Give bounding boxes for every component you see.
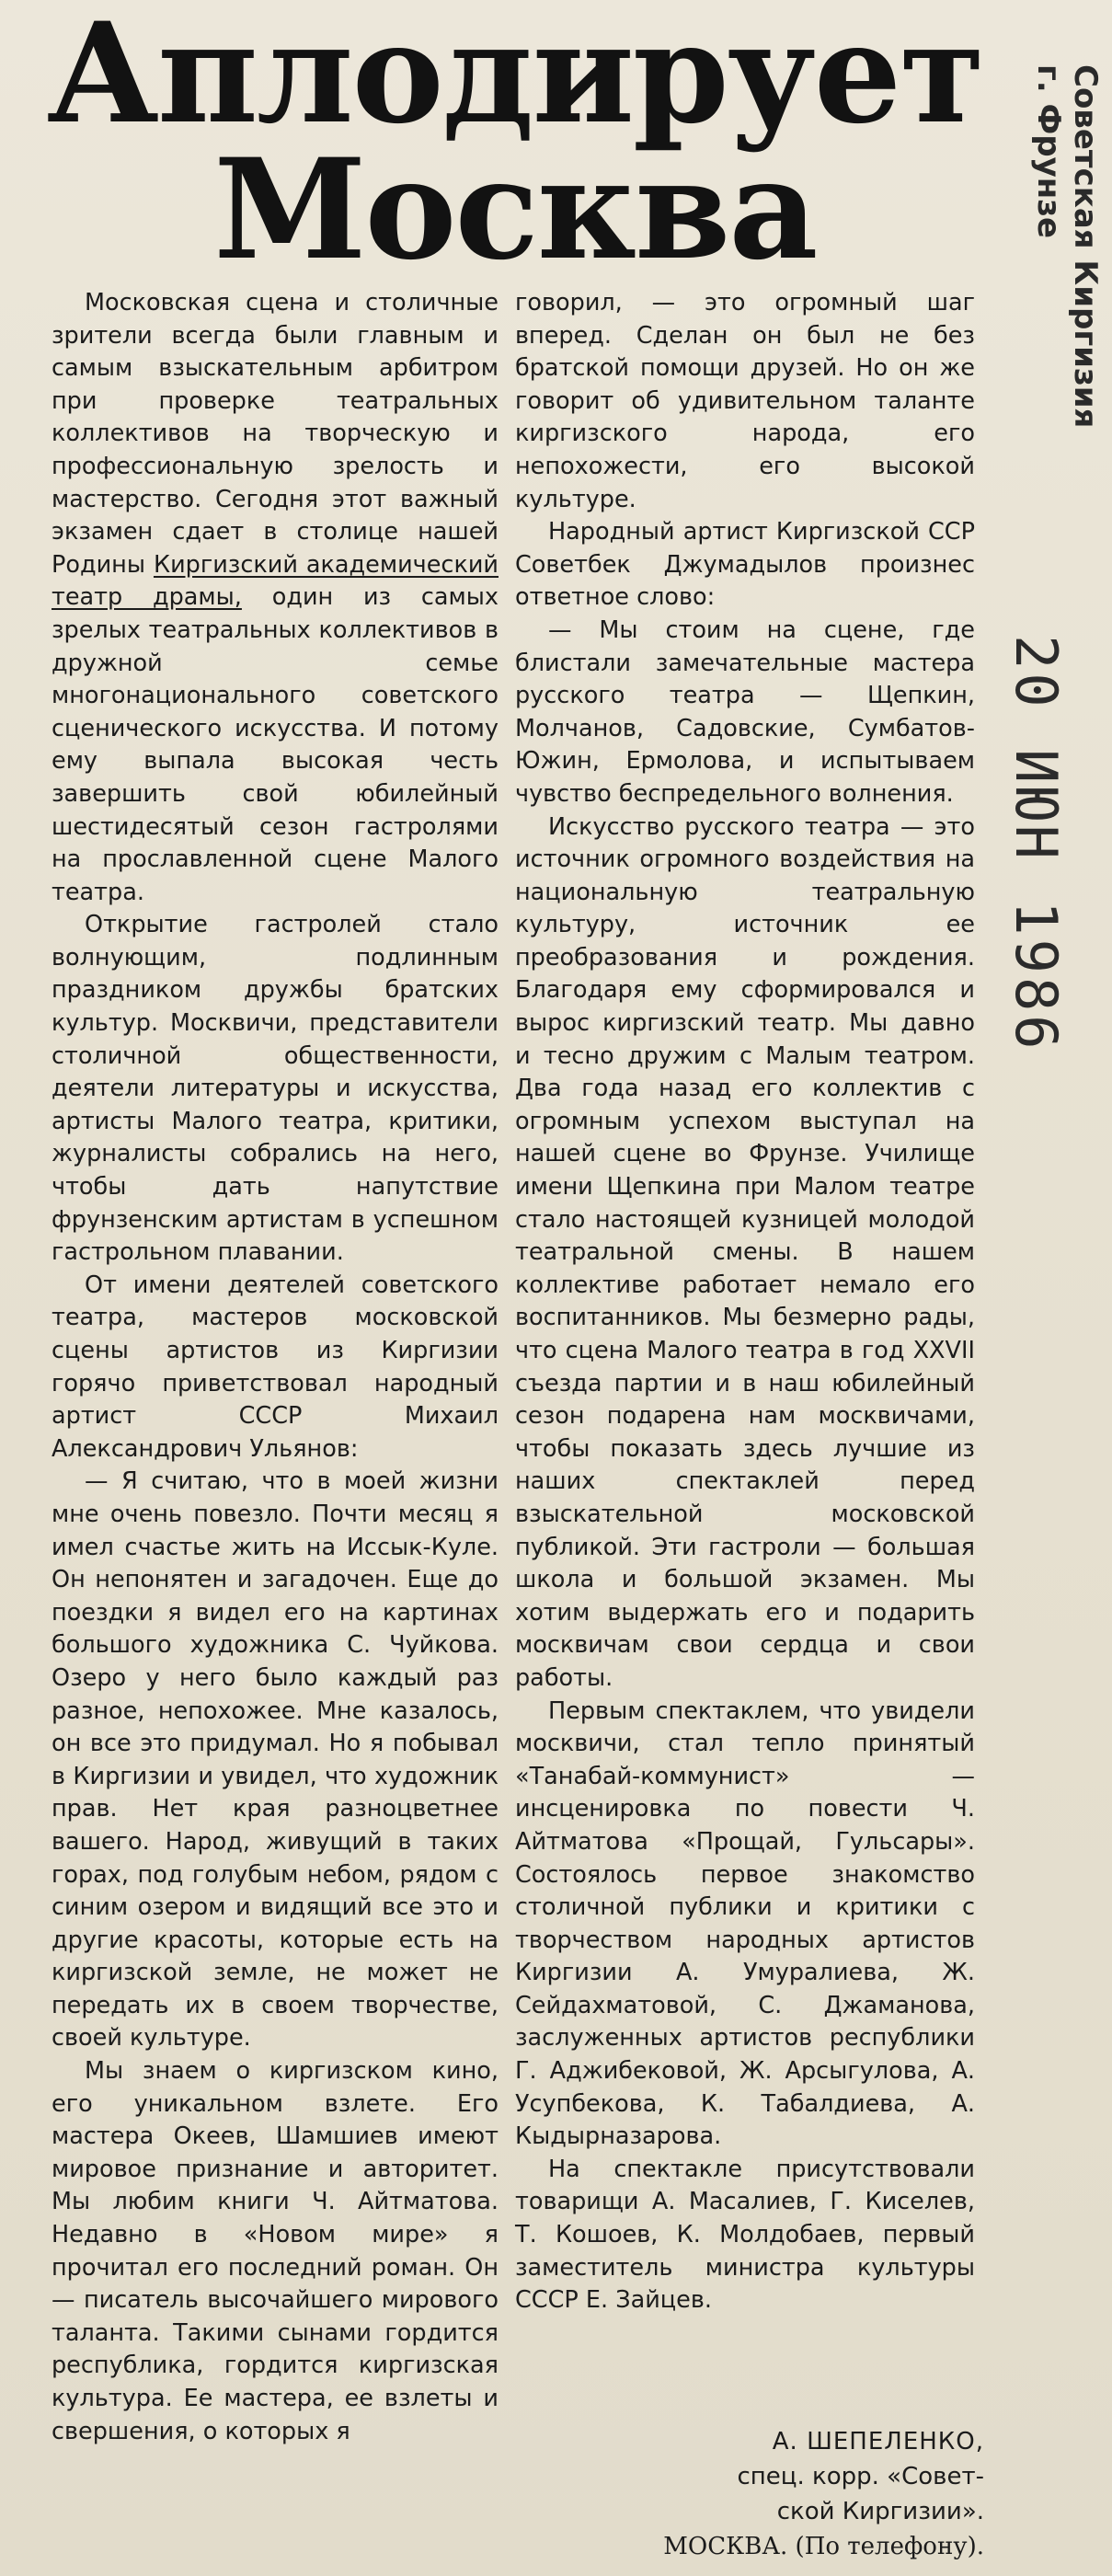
paragraph: На спектакле присутствовали товарищи А. Масалиев, Г. Киселев, Т. Кошоев, К. Молдобаев, первый заместитель министра культуры СССР Е. Зайцев. [515, 2155, 975, 2315]
paragraph: — Я считаю, что в моей жизни мне очень повезло. Почти месяц я имел счастье жить на Иссык-Куле. Он непонятен и загадочен. Еще до поездки я видел его на картинах большого художника С. Чуйкова. Озеро у него было каждый раз разное, непохожее. Мне казалось, он все это придумал. Но я побывал в Киргизии и увидел, что художник прав. Нет края разноцветнее вашего. Народ, живущий в таких горах, под голубым небом, рядом с синим озером и видящий все это и другие красоты, которые есть на киргизской земле, не может не передать их в своем творчестве, своей культуре. [52, 1467, 499, 2053]
author-name: А. ШЕПЕЛЕНКО, [772, 2428, 984, 2455]
headline: Аплодирует Москва [46, 0, 984, 291]
paragraph: Народный артист Киргизской ССР Советбек Джумадылов произнес ответное слово: [515, 518, 975, 612]
source-city: г. Фрунзе [1030, 64, 1067, 239]
source-caption [1030, 64, 1104, 428]
date-stamp: 20 ИЮН 1986 [1003, 635, 1070, 1053]
paragraph: Искусство русского театра — это источник огромного воздействия на национальную театральную культуру, источник ее преобразования и рождения. Благодаря ему сформировался и вырос киргизский театр. Мы давно и тесно дружим с Малым театром. Два года назад его коллектив с огромным успехом выступал на нашей сцене во Фрунзе. Училище имени Щепкина при Малом театре стало настоящей кузницей молодой театральной смены. В нашем коллективе работает немало его воспитанников. Мы безмерно рады, что сцена Малого театра в год XXVII съезда партии и в наш юбилейный сезон подарена нам москвичами, чтобы показать здесь лучшие из наших спектаклей перед взыскательной московской публикой. Эти гастроли — большая школа и большой экзамен. Мы хотим выдержать его и подарить москвичам свои сердца и свои работы. [515, 812, 975, 1692]
author-role: спец. корр. «Совет- [737, 2463, 984, 2490]
paragraph: Мы знаем о киргизском кино, его уникальном взлете. Его мастера Океев, Шамшиев имеют мировое признание и авторитет. Мы любим книги Ч. Айтматова. Недавно в «Новом мире» я прочитал его последний роман. Он — писатель высочайшего мирового таланта. Такими сынами гордится республика, гордится киргизская культура. Ее мастера, ее взлеты и свершения, о которых я [52, 2057, 499, 2445]
source-newspaper-name: Советская Киргизия [1067, 64, 1104, 429]
article-column-right [515, 287, 975, 2317]
article-column-left [52, 287, 499, 2448]
theatre-name-underlined: Киргизский академический театр драмы, [52, 550, 499, 612]
paragraph: говорил, — это огромный шаг вперед. Сделан он был не без братской помощи друзей. Но он же говорит об удивительном таланте киргизского народа, его непохожести, его высокой культуре. [515, 289, 975, 513]
byline [552, 2424, 984, 2564]
dateline: МОСКВА. (По телефону). [663, 2533, 984, 2560]
paragraph: От имени деятелей советского театра, мастеров московской сцены артистов из Киргизии горячо приветствовал народный артист СССР Михаил Александрович Ульянов: [52, 1271, 499, 1463]
paragraph: Московская сцена и столичные зрители всегда были главным и самым взыскательным арбитром при проверке театральных коллективов на творческую и профессиональную зрелость и мастерство. Сегодня этот важный экзамен сдает в столице нашей Родины Киргизский академический театр драмы, один из самых зрелых театральных коллективов в дружной семье многонационального советского сценического искусства. И потому ему выпала высокая честь завершить свой юбилейный шестидесятый сезон гастролями на прославленной сцене Малого театра. [52, 289, 499, 906]
paragraph: Первым спектаклем, что увидели москвичи, стал тепло принятый «Танабай-коммунист» — инсценировка по повести Ч. Айтматова «Прощай, Гульсары». Состоялось первое знакомство столичной публики и критики с творчеством народных артистов Киргизии А. Умуралиева, Ж. Сейдахматовой, С. Джаманова, заслуженных артистов республики Г. Аджибековой, Ж. Арсыгулова, А. Усупбекова, К. Табалдиева, А. Кыдырназарова. [515, 1696, 975, 2151]
author-role-continued: ской Киргизии». [776, 2498, 984, 2525]
paragraph: Открытие гастролей стало волнующим, подлинным праздником дружбы братских культур. Москвичи, представители столичной общественности, деятели литературы и искусства, артисты Малого театра, критики, журналисты собрались на него, чтобы дать напутствие фрунзенским артистам в успешном гастрольном плавании. [52, 911, 499, 1267]
paragraph: — Мы стоим на сцене, где блистали замечательные мастера русского театра — Щепкин, Молчанов, Садовские, Сумбатов-Южин, Ермолова, и испытываем чувство беспредельного волнения. [515, 615, 975, 808]
